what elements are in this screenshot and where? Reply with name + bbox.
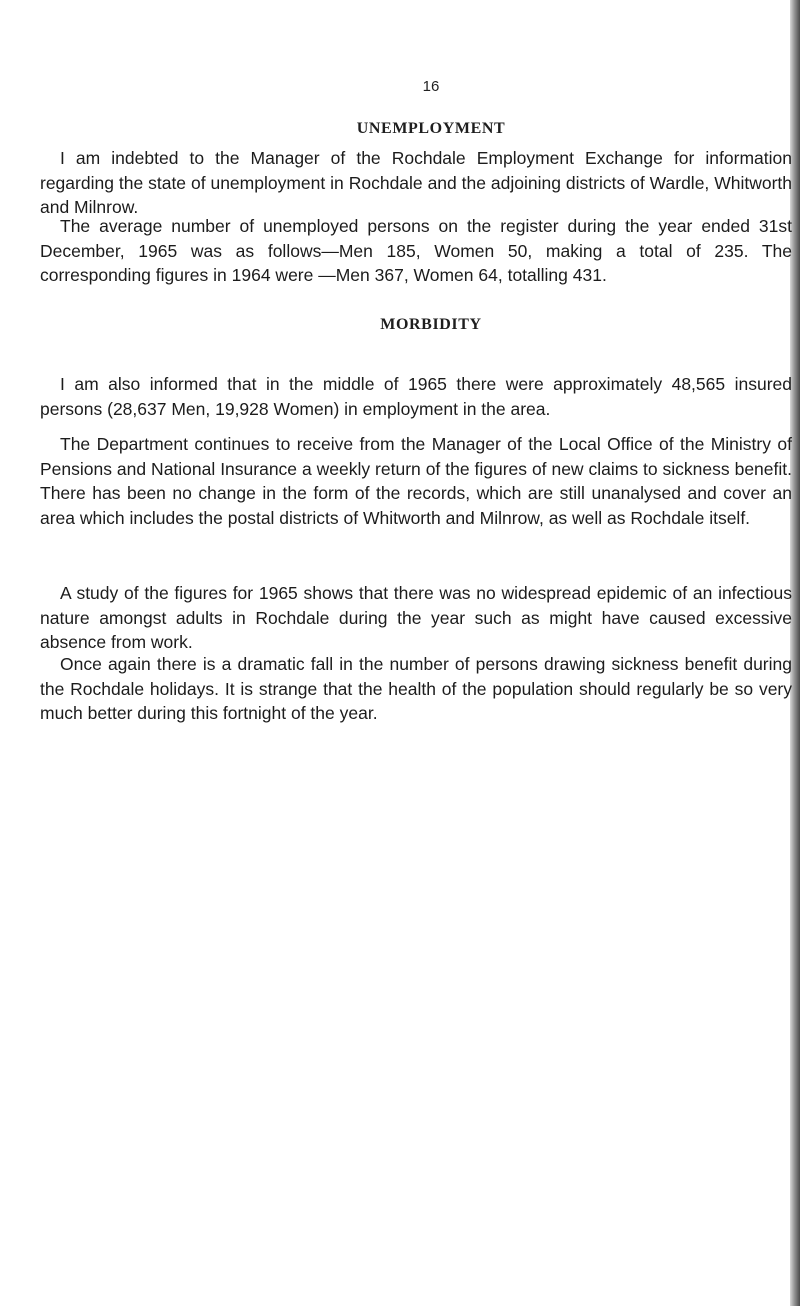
unemployment-paragraph-1 [40, 146, 792, 220]
section-heading-morbidity: MORBIDITY [380, 316, 482, 333]
page-number: 16 [422, 78, 440, 95]
unemployment-paragraph-2 [40, 214, 792, 288]
unemployment-paragraph-3 [40, 372, 792, 421]
paragraph-text: I am also informed that in the middle of 1965 there were approximately 48,565 insured persons (28,637 Men, 19,928 Women) in employment in the area. [40, 374, 792, 419]
morbidity-paragraph-3 [40, 652, 792, 726]
paragraph-text: The Department continues to receive from the Manager of the Local Office of the Ministry of Pensions and National Insurance a weekly return of the figures of new claims to sickness benefit. There has been no change in the form of the records, which are still unanalysed and cover an area which includes the postal districts of Whitworth and Milnrow, as well as Rochdale itself. [40, 434, 792, 528]
paragraph-text: Once again there is a dramatic fall in the number of persons drawing sickness benefit during the Rochdale holidays. It is strange that the health of the population should regularly be so very much better during this fortnight of the year. [40, 654, 792, 723]
paragraph-text: A study of the figures for 1965 shows that there was no widespread epidemic of an infectious nature amongst adults in Rochdale during the year such as might have caused excessive absence from work. [40, 583, 792, 652]
section-heading-unemployment: UNEMPLOYMENT [356, 120, 506, 137]
morbidity-paragraph-1 [40, 432, 792, 530]
paragraph-text: I am indebted to the Manager of the Rochdale Employment Exchange for information regarding the state of unemployment in Rochdale and the adjoining districts of Wardle, Whitworth and Milnrow. [40, 148, 792, 217]
morbidity-paragraph-2 [40, 581, 792, 655]
paragraph-text: The average number of unemployed persons on the register during the year ended 31st December, 1965 was as follows—Men 185, Women 50, making a total of 235. The corresponding figures in 1964 were —Men 367, Women 64, totalling 431. [40, 216, 792, 285]
